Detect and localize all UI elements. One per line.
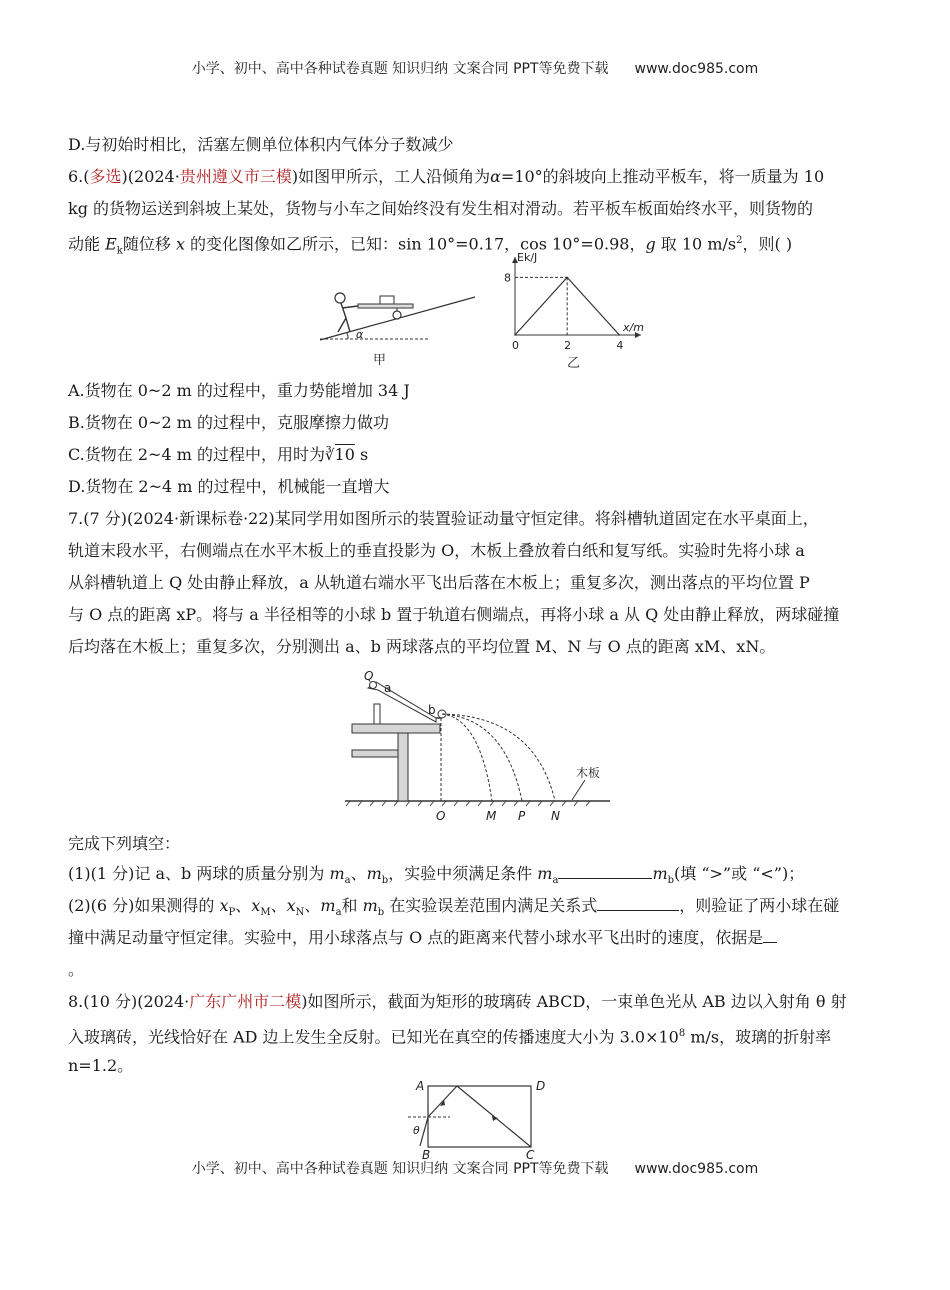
track-stand bbox=[374, 704, 380, 724]
fig-q-label: Q bbox=[364, 669, 374, 683]
cart-board bbox=[358, 304, 413, 308]
q6-c-text: C.货物在 2~4 m 的过程中，用时为 bbox=[68, 445, 325, 464]
fig-b: B bbox=[422, 1148, 431, 1162]
incident-ray bbox=[420, 1117, 428, 1146]
q6-option-c bbox=[68, 445, 888, 465]
fig-theta: θ bbox=[413, 1124, 420, 1137]
chart-axes bbox=[512, 257, 641, 338]
q6-ek-sub: k bbox=[116, 245, 123, 257]
table-top bbox=[352, 724, 440, 733]
table-leg bbox=[398, 733, 408, 801]
chart-labels bbox=[504, 251, 644, 352]
q7-part2: (2)(6 分)如果测得的 $x_P$、$x_M$、$x_N$、$m_a$和 $m_b$ 在实验误差范围内满足关系式 ，则验证了两小球在碰 bbox=[68, 896, 840, 919]
q7-p2c: ，则验证了两小球在碰 bbox=[679, 896, 840, 915]
q7-p1b: ，实验中须满足条件 bbox=[388, 864, 538, 883]
fig-alpha: α bbox=[356, 328, 364, 341]
y-tick-label: 8 bbox=[504, 271, 511, 285]
fig-m-label: M bbox=[486, 809, 497, 823]
fig-n-label: N bbox=[551, 809, 560, 823]
ek-data-point bbox=[514, 334, 516, 336]
footer-text: 小学、初中、高中各种试卷真题 知识归纳 文案合同 PPT等免费下载 bbox=[191, 1161, 609, 1177]
fig-p-label: P bbox=[518, 809, 526, 823]
fig-a: A bbox=[416, 1079, 425, 1093]
q6-alpha: α bbox=[490, 167, 501, 186]
q7-line3: 从斜槽轨道上 Q 处由静止释放，a 从轨道右端水平飞出后落在木板上；重复多次，测出落点的平均位置 P bbox=[68, 573, 810, 592]
q7-line2: 轨道末段水平，右侧端点在水平木板上的垂直投影为 O，木板上叠放着白纸和复写纸。实验时先将小球 a bbox=[68, 541, 805, 560]
q7-blank3[interactable] bbox=[763, 928, 777, 943]
fig-jia-label: 甲 bbox=[373, 353, 387, 368]
q6-figure-jia bbox=[300, 280, 450, 380]
q7-apparatus-figure bbox=[340, 668, 620, 828]
q7-p2d: 撞中满足动量守恒定律。实验中，用小球落点与 O 点的距离来代替小球水平飞出时的速度，依据是 bbox=[68, 928, 764, 947]
ek-data-point bbox=[619, 334, 621, 336]
q6-l3a: 动能 bbox=[68, 234, 106, 254]
q7-line5: 后均落在木板上；重复多次，分别测出 a、b 两球落点的平均位置 M、N 与 O 点的距离 xM、xN。 bbox=[68, 637, 776, 656]
q7-fill-title: 完成下列填空： bbox=[68, 834, 181, 853]
q6-num: 6.( bbox=[68, 167, 90, 186]
q6-tag: 多选 bbox=[89, 167, 122, 186]
q7-p1a: (1)(1 分)记 a、b 两球的质量分别为 bbox=[68, 864, 330, 883]
y-axis-label: Ek/J bbox=[517, 251, 538, 264]
q8-line3: n=1.2。 bbox=[68, 1056, 134, 1075]
q6-line3 bbox=[68, 231, 888, 262]
fig-o-label: O bbox=[436, 809, 446, 823]
q7-part1: (1)(1 分)记 a、b 两球的质量分别为 $m_a$、$m_b$，实验中须满足条件 $m_a$ $m_b$(填 “>”或 “<”)； bbox=[68, 864, 805, 887]
q6-rest1: =10°的斜坡向上推动平板车，将一质量为 10 bbox=[500, 167, 825, 186]
worker-head bbox=[335, 293, 345, 303]
page-footer bbox=[0, 1158, 950, 1178]
q7-p2b: 在实验误差范围内满足关系式 bbox=[384, 896, 598, 915]
q7-part2-cont bbox=[68, 928, 888, 948]
table-shelf bbox=[352, 750, 402, 757]
q6-l3d: 随位移 bbox=[122, 234, 176, 254]
alpha-arc bbox=[347, 333, 348, 339]
q8-l2a: 入玻璃砖，光线恰好在 AD 边上发生全反射。已知光在真空的传播速度大小为 3.0×10 bbox=[68, 1027, 679, 1047]
chart-series bbox=[514, 277, 620, 336]
q6-c-radicand: 10 bbox=[334, 445, 355, 464]
board-pointer bbox=[572, 780, 585, 800]
q7-line4: 与 O 点的距离 xP。将与 a 半径相等的小球 b 置于轨道右侧端点，再将小球 a 从 Q 处由静止释放，两球碰撞 bbox=[68, 605, 840, 624]
q7-p1c: (填 “>”或 “<”)； bbox=[674, 864, 805, 883]
q6-sup: 2 bbox=[736, 235, 743, 246]
q6-l3f: 的变化图像如乙所示，已知：sin 10°=0.17，cos 10°=0.98， bbox=[184, 234, 646, 254]
q8-source: 广东广州市二模 bbox=[189, 992, 302, 1011]
q6-g: g bbox=[645, 234, 656, 254]
q6-source: 贵州遵义市三模 bbox=[179, 167, 292, 186]
q8-rest: )如图所示，截面为矩形的玻璃砖 ABCD，一束单色光从 AB 边以入射角 θ 射 bbox=[301, 992, 847, 1011]
q6-option-b: B.货物在 0~2 m 的过程中，克服摩擦力做功 bbox=[68, 413, 390, 432]
q7-blank2[interactable] bbox=[597, 896, 679, 911]
ek-data-point bbox=[566, 277, 568, 279]
refracted-ray bbox=[428, 1086, 457, 1117]
q6-line2: kg 的货物运送到斜坡上某处，货物与小车之间始终没有发生相对滑动。若平板车板面始终水平，则货物的 bbox=[68, 199, 814, 218]
footer-site[interactable]: www.doc985.com bbox=[634, 1161, 759, 1177]
q6-l3j: ，则( ) bbox=[742, 234, 793, 254]
worker-body bbox=[338, 303, 358, 332]
q8-glass-figure bbox=[400, 1080, 560, 1160]
q8-line1 bbox=[68, 992, 888, 1012]
q6-src-a: )(2024· bbox=[121, 167, 180, 186]
q8-num: 8.(10 分)(2024· bbox=[68, 992, 190, 1011]
q6-l3h: 取 10 m/s bbox=[655, 234, 737, 254]
q8-l2c: m/s，玻璃的折射率 bbox=[685, 1027, 832, 1047]
q5-option-d: D.与初始时相比，活塞左侧单位体积内气体分子数减少 bbox=[68, 135, 454, 154]
q6-x: x bbox=[175, 234, 185, 254]
cart-wheel bbox=[393, 311, 401, 319]
trajectory-m bbox=[442, 714, 492, 801]
radical-icon: ∛ bbox=[324, 446, 335, 464]
fig-b-label: b bbox=[428, 703, 436, 717]
q6-line1 bbox=[68, 167, 888, 187]
header-site[interactable]: www.doc985.com bbox=[634, 61, 759, 77]
q7-part2-end: 。 bbox=[68, 960, 85, 979]
x-tick-label: 0 bbox=[512, 339, 519, 352]
fig-a-label: a bbox=[384, 681, 392, 695]
q6-src-c: )如图甲所示，工人沿倾角为 bbox=[291, 167, 491, 186]
fig-yi-label: 乙 bbox=[567, 356, 581, 371]
header-text: 小学、初中、高中各种试卷真题 知识归纳 文案合同 PPT等免费下载 bbox=[191, 61, 609, 77]
fig-c: C bbox=[526, 1148, 535, 1162]
q7-blank1[interactable] bbox=[558, 864, 652, 879]
cargo-box bbox=[380, 296, 394, 304]
q7-p2a: (2)(6 分)如果测得的 bbox=[68, 896, 220, 915]
x-tick-label: 2 bbox=[564, 339, 572, 352]
q6-ek-chart bbox=[490, 251, 660, 375]
ek-series-line bbox=[515, 277, 619, 335]
q8-line2 bbox=[68, 1024, 888, 1047]
fig-d: D bbox=[536, 1079, 546, 1093]
q6-c-unit: s bbox=[354, 445, 369, 464]
x-axis-label: x/m bbox=[623, 321, 644, 334]
q8-sup: 8 bbox=[678, 1028, 686, 1039]
page-header bbox=[0, 58, 950, 78]
trajectory-n bbox=[442, 714, 555, 801]
q6-option-a: A.货物在 0~2 m 的过程中，重力势能增加 34 J bbox=[68, 381, 410, 400]
reflected-ray bbox=[457, 1086, 531, 1147]
fig-board-label: 木板 bbox=[576, 766, 601, 780]
q6-ek: E bbox=[105, 234, 117, 254]
q7-line1: 7.(7 分)(2024·新课标卷·22)某同学用如图所示的装置验证动量守恒定律。将斜槽轨道固定在水平桌面上， bbox=[68, 509, 819, 528]
x-tick-label: 4 bbox=[616, 339, 624, 352]
q6-option-d: D.货物在 2~4 m 的过程中，机械能一直增大 bbox=[68, 477, 390, 496]
